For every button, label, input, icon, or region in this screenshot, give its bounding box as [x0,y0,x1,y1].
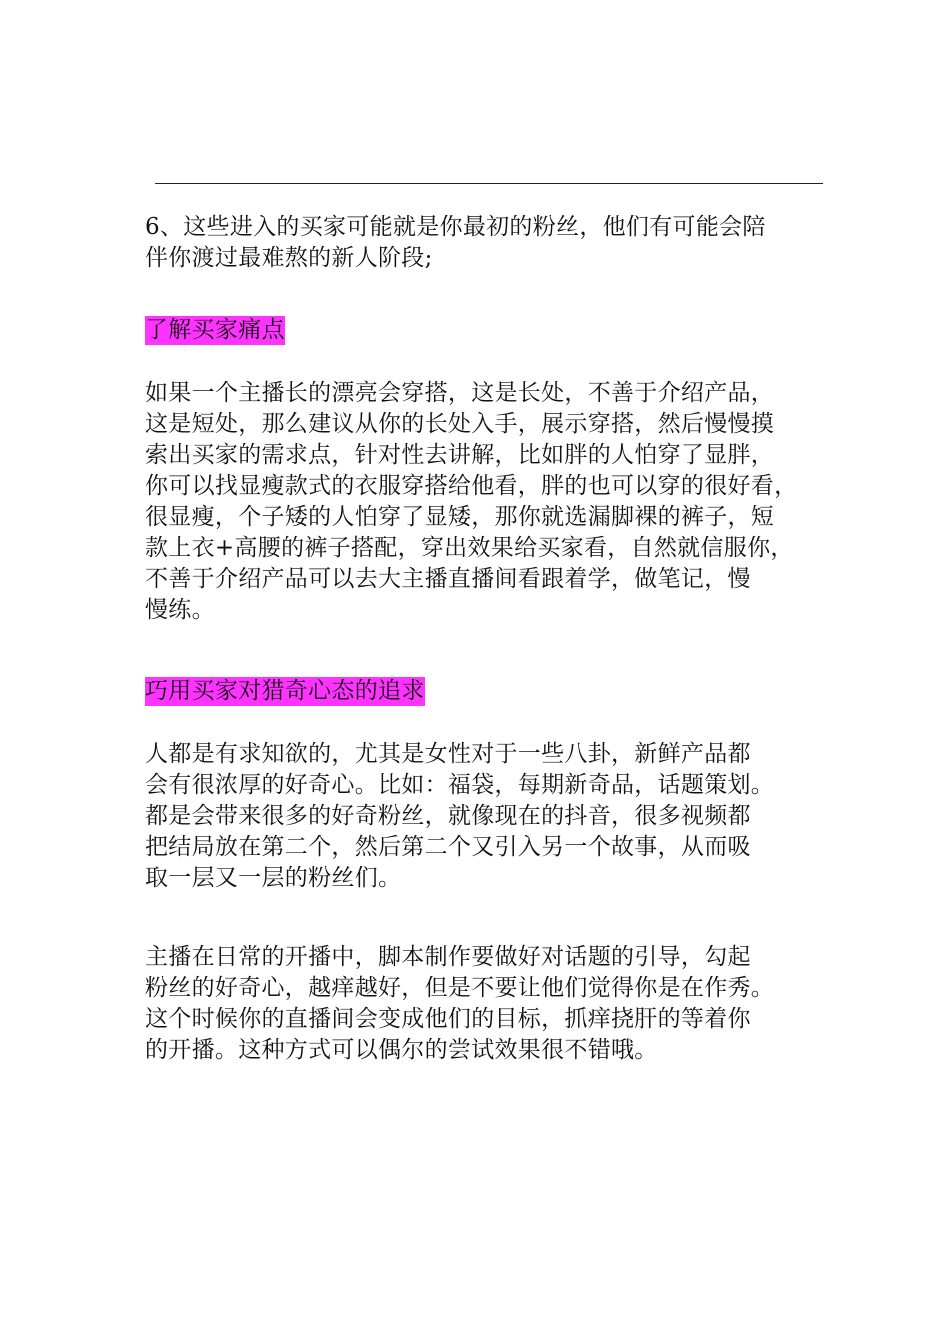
paragraph-line: 这个时候你的直播间会变成他们的目标，抓痒挠肝的等着你 [145,1006,751,1032]
paragraph-pain-points [145,378,835,626]
paragraph-line: 伴你渡过最难熬的新人阶段; [145,245,433,271]
paragraph-line: 把结局放在第二个，然后第二个又引入另一个故事，从而吸 [145,834,751,860]
paragraph-line: 都是会带来很多的好奇粉丝，就像现在的抖音，很多视频都 [145,803,751,829]
section-heading-curiosity [145,676,425,707]
highlighted-heading-text: 巧用买家对猎奇心态的追求 [145,678,425,704]
paragraph-line: 粉丝的好奇心，越痒越好，但是不要让他们觉得你是在作秀。 [145,975,775,1001]
paragraph-line: 如果一个主播长的漂亮会穿搭，这是长处，不善于介绍产品， [145,380,775,406]
paragraph-line: 的开播。这种方式可以偶尔的尝试效果很不错哦。 [145,1037,658,1063]
paragraph-line: 这是短处，那么建议从你的长处入手，展示穿搭，然后慢慢摸 [145,411,775,437]
paragraph-line: 6、这些进入的买家可能就是你最初的粉丝，他们有可能会陪 [145,214,766,240]
paragraph-streaming [145,942,835,1066]
paragraph-line: 款上衣+高腰的裤子搭配，穿出效果给买家看，自然就信服你， [145,535,794,561]
paragraph-line: 很显瘦，个子矮的人怕穿了显矮，那你就选漏脚裸的裤子，短 [145,504,775,530]
paragraph-line: 主播在日常的开播中，脚本制作要做好对话题的引导，勾起 [145,944,751,970]
paragraph-line: 索出买家的需求点，针对性去讲解，比如胖的人怕穿了显胖， [145,442,775,468]
paragraph-6 [145,212,835,274]
section-heading-pain-points [145,315,285,346]
top-divider [155,183,823,184]
paragraph-line: 慢练。 [145,597,215,623]
paragraph-line: 不善于介绍产品可以去大主播直播间看跟着学，做笔记，慢 [145,566,751,592]
highlighted-heading-text: 了解买家痛点 [145,317,285,343]
paragraph-curiosity [145,739,835,894]
paragraph-line: 会有很浓厚的好奇心。比如：福袋，每期新奇品，话题策划。 [145,772,775,798]
paragraph-line: 人都是有求知欲的，尤其是女性对于一些八卦，新鲜产品都 [145,741,751,767]
paragraph-line: 你可以找显瘦款式的衣服穿搭给他看，胖的也可以穿的很好看， [145,473,798,499]
paragraph-line: 取一层又一层的粉丝们。 [145,865,402,891]
